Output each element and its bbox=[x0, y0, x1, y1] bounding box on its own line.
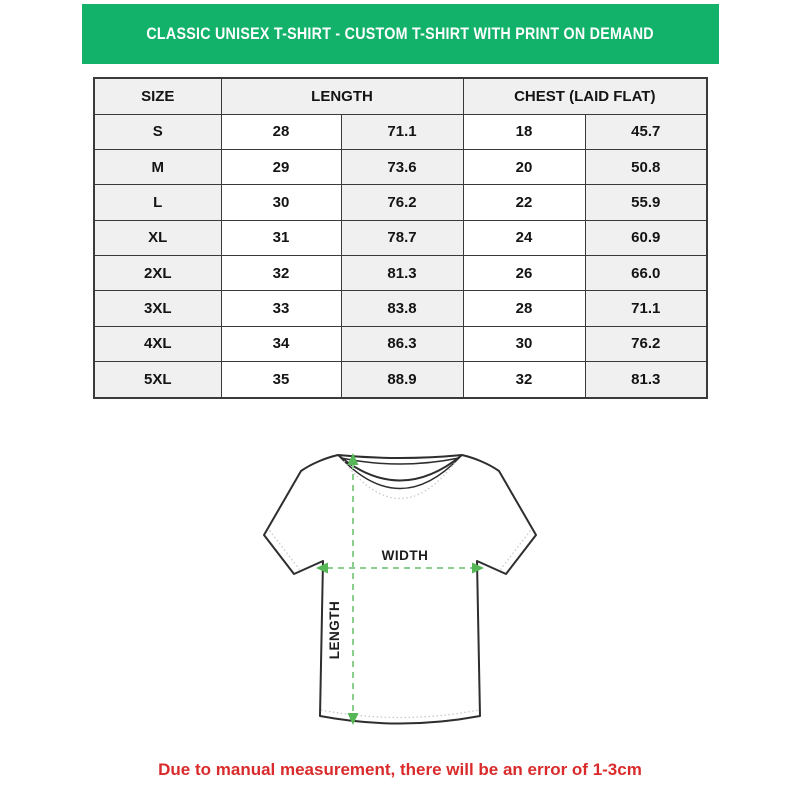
size-cell: 3XL bbox=[94, 291, 221, 326]
chest-cm-cell: 71.1 bbox=[585, 291, 707, 326]
length-in-cell: 31 bbox=[221, 220, 341, 255]
length-cm-cell: 76.2 bbox=[341, 185, 463, 220]
length-in-cell: 30 bbox=[221, 185, 341, 220]
table-row bbox=[94, 149, 707, 184]
title-banner bbox=[82, 4, 719, 64]
length-cm-cell: 88.9 bbox=[341, 362, 463, 398]
chest-in-cell: 22 bbox=[463, 185, 585, 220]
chest-cm-cell: 76.2 bbox=[585, 326, 707, 361]
length-cm-cell: 73.6 bbox=[341, 149, 463, 184]
chest-in-cell: 18 bbox=[463, 114, 585, 149]
width-label: WIDTH bbox=[381, 548, 429, 563]
page-title: CLASSIC UNISEX T-SHIRT - CUSTOM T-SHIRT WITH PRINT ON DEMAND bbox=[146, 24, 655, 43]
size-cell: 2XL bbox=[94, 256, 221, 291]
chest-cm-cell: 50.8 bbox=[585, 149, 707, 184]
column-header-size: SIZE bbox=[94, 78, 221, 114]
chest-cm-cell: 45.7 bbox=[585, 114, 707, 149]
size-cell: XL bbox=[94, 220, 221, 255]
length-in-cell: 35 bbox=[221, 362, 341, 398]
table-row bbox=[94, 114, 707, 149]
chest-cm-cell: 55.9 bbox=[585, 185, 707, 220]
length-cm-cell: 71.1 bbox=[341, 114, 463, 149]
column-header-chest: CHEST (LAID FLAT) bbox=[463, 78, 707, 114]
chest-in-cell: 32 bbox=[463, 362, 585, 398]
length-in-cell: 32 bbox=[221, 256, 341, 291]
length-in-cell: 29 bbox=[221, 149, 341, 184]
chest-in-cell: 30 bbox=[463, 326, 585, 361]
table-header-row bbox=[94, 78, 707, 114]
measurement-disclaimer: Due to manual measurement, there will be an error of 1-3cm bbox=[158, 760, 642, 779]
chest-in-cell: 26 bbox=[463, 256, 585, 291]
length-cm-cell: 81.3 bbox=[341, 256, 463, 291]
chest-in-cell: 20 bbox=[463, 149, 585, 184]
tshirt-measurement-diagram bbox=[255, 448, 545, 738]
length-label: LENGTH bbox=[327, 600, 342, 660]
table-row bbox=[94, 291, 707, 326]
length-in-cell: 33 bbox=[221, 291, 341, 326]
size-cell: L bbox=[94, 185, 221, 220]
tshirt-outline bbox=[264, 455, 536, 724]
table-row bbox=[94, 185, 707, 220]
size-chart-table bbox=[93, 77, 708, 399]
size-cell: 4XL bbox=[94, 326, 221, 361]
chest-cm-cell: 66.0 bbox=[585, 256, 707, 291]
chest-cm-cell: 81.3 bbox=[585, 362, 707, 398]
length-in-cell: 34 bbox=[221, 326, 341, 361]
table-row bbox=[94, 220, 707, 255]
table-row bbox=[94, 326, 707, 361]
length-cm-cell: 78.7 bbox=[341, 220, 463, 255]
length-cm-cell: 86.3 bbox=[341, 326, 463, 361]
tshirt-diagram-svg bbox=[255, 448, 545, 738]
table-row bbox=[94, 362, 707, 398]
size-cell: 5XL bbox=[94, 362, 221, 398]
chest-cm-cell: 60.9 bbox=[585, 220, 707, 255]
column-header-length: LENGTH bbox=[221, 78, 463, 114]
size-cell: S bbox=[94, 114, 221, 149]
table-row bbox=[94, 256, 707, 291]
length-in-cell: 28 bbox=[221, 114, 341, 149]
chest-in-cell: 24 bbox=[463, 220, 585, 255]
length-cm-cell: 83.8 bbox=[341, 291, 463, 326]
chest-in-cell: 28 bbox=[463, 291, 585, 326]
size-cell: M bbox=[94, 149, 221, 184]
